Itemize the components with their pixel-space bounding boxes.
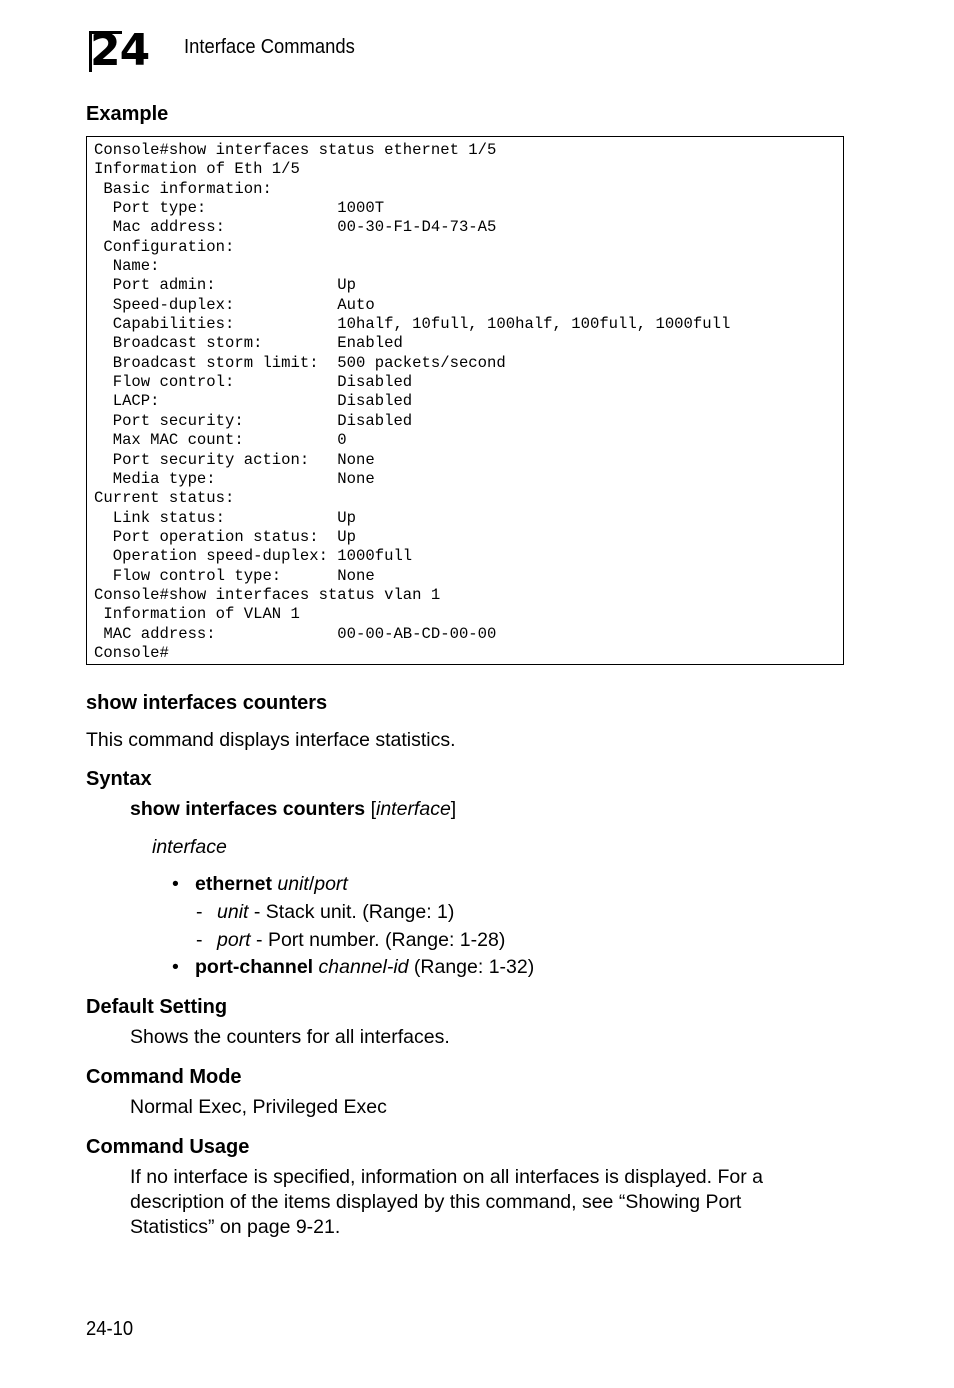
bullet-icon: • bbox=[172, 873, 179, 895]
unit-description: - Stack unit. (Range: 1) bbox=[248, 901, 455, 923]
console-line: Configuration: bbox=[94, 237, 235, 256]
console-line: Name: bbox=[94, 257, 160, 276]
command-usage-line: description of the items displayed by this command, see “Showing Port bbox=[130, 1191, 742, 1213]
default-setting-text: Shows the counters for all interfaces. bbox=[130, 1026, 450, 1048]
port-description: - Port number. (Range: 1-28) bbox=[250, 929, 506, 951]
console-line: Broadcast storm: Enabled bbox=[94, 334, 403, 353]
command-mode-text: Normal Exec, Privileged Exec bbox=[130, 1096, 387, 1118]
console-output-box bbox=[86, 136, 844, 665]
command-description: This command displays interface statistics. bbox=[86, 729, 456, 751]
port-channel-range: (Range: 1-32) bbox=[408, 956, 535, 978]
console-line: Capabilities: 10half, 10full, 100half, 100full, 1000full bbox=[94, 315, 731, 334]
unit-term: unit bbox=[217, 901, 249, 923]
command-mode-heading: Command Mode bbox=[86, 1066, 242, 1088]
command-usage-line: Statistics” on page 9-21. bbox=[130, 1216, 341, 1238]
console-line: Information of VLAN 1 bbox=[94, 605, 300, 624]
page-number: 24-10 bbox=[86, 1318, 134, 1340]
console-line: LACP: Disabled bbox=[94, 392, 413, 411]
console-line: Current status: bbox=[94, 489, 235, 508]
port-item bbox=[217, 928, 505, 953]
syntax-open-bracket: [ bbox=[365, 798, 376, 820]
console-output bbox=[94, 141, 843, 663]
port-term: port bbox=[217, 929, 251, 951]
console-line: Broadcast storm limit: 500 packets/second bbox=[94, 353, 506, 372]
command-usage-text bbox=[130, 1165, 763, 1240]
chapter-title: Interface Commands bbox=[184, 36, 355, 58]
console-line: Link status: Up bbox=[94, 508, 357, 527]
console-line: Speed-duplex: Auto bbox=[94, 295, 375, 314]
console-line: Port operation status: Up bbox=[94, 527, 357, 546]
port-channel-id: channel-id bbox=[318, 956, 409, 978]
console-line: Media type: None bbox=[94, 469, 375, 488]
ethernet-keyword: ethernet bbox=[195, 873, 272, 895]
port-channel-keyword: port-channel bbox=[195, 956, 314, 978]
bullet-icon: • bbox=[172, 956, 179, 978]
console-line: Flow control type: None bbox=[94, 566, 375, 585]
console-line: Flow control: Disabled bbox=[94, 373, 413, 392]
bullet-ethernet bbox=[172, 872, 179, 897]
dash-unit: - bbox=[196, 901, 203, 923]
port-channel-option bbox=[195, 955, 534, 980]
dash-port: - bbox=[196, 929, 203, 951]
syntax-param: interface bbox=[376, 798, 451, 820]
ethernet-option bbox=[195, 872, 348, 897]
bullet-port-channel bbox=[172, 955, 179, 980]
chapter-number: 24 bbox=[90, 30, 150, 72]
console-line: Information of Eth 1/5 bbox=[94, 160, 300, 179]
unit-item bbox=[217, 900, 454, 925]
syntax-line bbox=[130, 797, 456, 822]
console-line: Port admin: Up bbox=[94, 276, 357, 295]
console-line: Basic information: bbox=[94, 179, 272, 198]
command-title: show interfaces counters bbox=[86, 692, 328, 714]
console-line: Console# bbox=[94, 643, 169, 662]
console-line: Port type: 1000T bbox=[94, 199, 385, 218]
console-line: MAC address: 00-00-AB-CD-00-00 bbox=[94, 624, 497, 643]
console-line: Max MAC count: 0 bbox=[94, 431, 347, 450]
console-line: Console#show interfaces status ethernet 1/5 bbox=[94, 141, 497, 159]
console-line: Operation speed-duplex: 1000full bbox=[94, 547, 413, 566]
param-label: interface bbox=[152, 836, 227, 858]
example-heading: Example bbox=[86, 103, 169, 125]
command-usage-heading: Command Usage bbox=[86, 1136, 250, 1158]
ethernet-port: port bbox=[314, 873, 348, 895]
syntax-close-bracket: ] bbox=[450, 798, 457, 820]
syntax-heading: Syntax bbox=[86, 768, 152, 790]
command-usage-line: If no interface is specified, information on all interfaces is displayed. For a bbox=[130, 1166, 763, 1188]
default-setting-heading: Default Setting bbox=[86, 996, 228, 1018]
console-line: Port security action: None bbox=[94, 450, 375, 469]
console-line: Console#show interfaces status vlan 1 bbox=[94, 585, 441, 604]
ethernet-slash: / bbox=[308, 873, 315, 895]
syntax-command: show interfaces counters bbox=[130, 798, 366, 820]
console-line: Port security: Disabled bbox=[94, 411, 413, 430]
ethernet-unit: unit bbox=[277, 873, 309, 895]
console-line: Mac address: 00-30-F1-D4-73-A5 bbox=[94, 218, 497, 237]
